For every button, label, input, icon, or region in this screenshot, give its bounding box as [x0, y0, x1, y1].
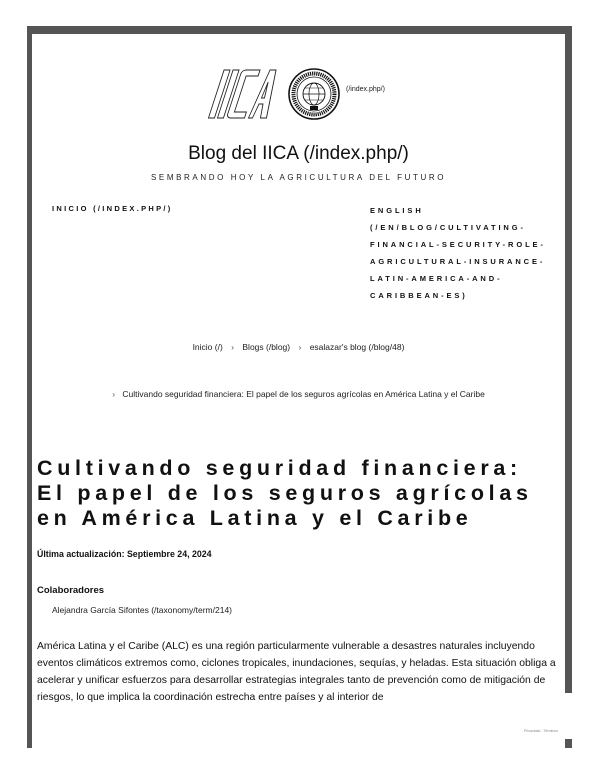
page-content — [32, 34, 565, 748]
breadcrumb-separator-icon: › — [231, 342, 235, 352]
site-title[interactable]: Blog del IICA (/index.php/) — [188, 143, 409, 164]
breadcrumb — [32, 342, 565, 352]
breadcrumb-item-blogs[interactable]: Blogs (/blog) — [242, 342, 291, 352]
frame-top-border — [27, 26, 572, 34]
site-logo[interactable] — [204, 64, 464, 124]
article-body: América Latina y el Caribe (ALC) es una región particularmente vulnerable a desastres naturales incluyendo eventos climáticos extremos como, ciclones tropicales, inundaciones, sequías, y heladas. Esta situación obliga a acelerar y unificar esfuerzos para desarrollar estrategias integrales tanto de prevención como de mitigación de riesgos, lo que implica la coordinación estrecha entre países y al interior de — [37, 641, 556, 703]
frame-right-border[interactable] — [565, 26, 572, 693]
breadcrumb-item-user-blog[interactable]: esalazar's blog (/blog/48) — [309, 342, 405, 352]
iica-wordmark-logo — [204, 64, 286, 122]
iica-seal-icon — [288, 68, 340, 120]
last-updated: Última actualización: Septiembre 24, 2024 — [37, 549, 212, 559]
article-title: Cultivando seguridad financiera: El papel de los seguros agrícolas en América Latina y el Caribe — [37, 456, 533, 530]
breadcrumb-separator-icon: › — [112, 389, 116, 399]
site-slogan: SEMBRANDO HOY LA AGRICULTURA DEL FUTURO — [150, 173, 447, 182]
frame-scroll-stub[interactable] — [565, 739, 572, 748]
collaborators-heading: Colaboradores — [37, 585, 105, 596]
logo-link-text[interactable]: (/index.php/) — [346, 86, 385, 93]
breadcrumb-item-inicio[interactable]: Inicio (/) — [192, 342, 223, 352]
recaptcha-privacy-terms[interactable]: Privacidad - Términos — [524, 729, 558, 733]
breadcrumb-separator-icon: › — [298, 342, 302, 352]
collaborator-link[interactable]: Alejandra García Sifontes (/taxonomy/term/214) — [52, 605, 232, 615]
breadcrumb-current-label: Cultivando seguridad financiera: El papel de los seguros agrícolas en América Latina y el Caribe — [122, 389, 485, 399]
breadcrumb-current — [32, 389, 565, 399]
nav-link-inicio[interactable]: INICIO (/INDEX.PHP/) — [52, 204, 173, 213]
nav-link-english[interactable]: ENGLISH (/EN/BLOG/CULTIVATING-FINANCIAL-SECURITY-ROLE-AGRICULTURAL-INSURANCE-LATIN-AMERICA-AND-CARIBBEAN-ES) — [370, 206, 546, 300]
